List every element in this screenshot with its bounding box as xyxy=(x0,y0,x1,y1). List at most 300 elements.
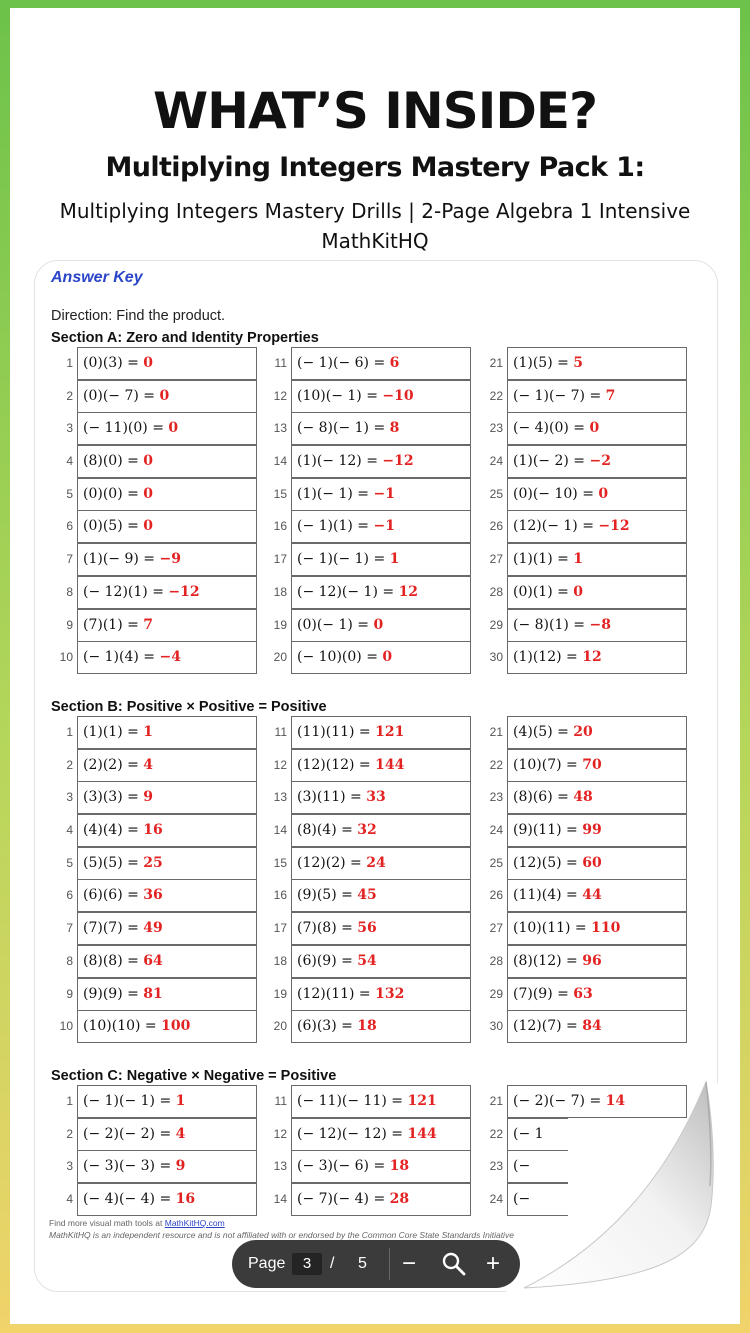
problem-question: (9)(5) = xyxy=(297,887,358,904)
problem-answer: 0 xyxy=(143,485,154,502)
problem-number: 26 xyxy=(489,519,503,534)
problem-question: (1)(5) = xyxy=(513,355,574,371)
problem-number: 18 xyxy=(273,953,287,968)
problem-answer: 25 xyxy=(143,854,163,871)
problem-expression xyxy=(83,609,153,642)
problem-question: (− 12)(− 12) = xyxy=(297,1125,408,1142)
problem-expression xyxy=(83,912,163,945)
problem-answer: 144 xyxy=(407,1125,437,1142)
problem-question: (− 2)(− 7) = xyxy=(513,1093,606,1109)
problem-question: (5)(5) = xyxy=(83,854,144,871)
problem-question: (− xyxy=(513,1191,531,1208)
problem-expression xyxy=(83,641,181,674)
problem-answer: 8 xyxy=(389,420,400,437)
problem-answer: 7 xyxy=(143,616,154,633)
problem-expression xyxy=(297,543,399,576)
problem-expression xyxy=(297,978,404,1011)
problem-number: 26 xyxy=(489,888,503,903)
problem-number: 14 xyxy=(273,823,287,838)
problem-answer: 99 xyxy=(582,822,602,839)
problem-question: (0)(3) = xyxy=(83,355,144,371)
problem-question: (12)(2) = xyxy=(297,854,367,871)
problem-question: (11)(4) = xyxy=(513,887,583,904)
page-label: Page xyxy=(248,1255,286,1272)
problem-expression xyxy=(297,749,404,782)
problem-answer: −12 xyxy=(598,518,630,535)
problem-answer: 0 xyxy=(598,485,609,502)
problem-number: 20 xyxy=(273,1019,287,1034)
problem-expression xyxy=(513,478,608,511)
problem-question: (12)(12) = xyxy=(297,756,376,773)
problem-answer: −9 xyxy=(159,551,181,568)
problem-number: 17 xyxy=(273,921,287,936)
page-title: WHAT’S INSIDE? xyxy=(152,82,598,140)
problem-question: (10)(− 1) = xyxy=(297,387,383,404)
problem-answer: 24 xyxy=(366,854,386,871)
problem-number: 12 xyxy=(273,388,287,403)
problem-question: (6)(6) = xyxy=(83,887,144,904)
problem-expression xyxy=(83,1010,190,1043)
problem-answer: −1 xyxy=(373,518,395,535)
problem-question: (7)(7) = xyxy=(83,920,144,937)
problem-expression xyxy=(83,510,153,543)
problem-expression xyxy=(297,945,377,978)
problem-expression xyxy=(513,543,583,576)
problem-number: 15 xyxy=(273,855,287,870)
problem-question: (− 1)(− 6) = xyxy=(297,355,390,371)
problem-expression xyxy=(513,978,593,1011)
problem-answer: 36 xyxy=(143,887,163,904)
problem-answer: 32 xyxy=(357,822,377,839)
problem-answer: 9 xyxy=(143,789,154,806)
problem-number: 30 xyxy=(489,650,503,665)
problem-expression xyxy=(83,978,163,1011)
problem-question: (− 11)(0) = xyxy=(83,420,169,437)
problem-expression xyxy=(513,814,602,847)
problem-number: 19 xyxy=(273,986,287,1001)
problem-answer: 12 xyxy=(582,649,602,666)
problem-expression xyxy=(297,814,377,847)
problem-number: 6 xyxy=(66,888,73,903)
problem-question: (− 2)(− 2) = xyxy=(83,1125,176,1142)
problem-answer: 81 xyxy=(143,985,163,1002)
problem-answer: 6 xyxy=(389,355,400,371)
problem-answer: 64 xyxy=(143,952,163,969)
problem-answer: −2 xyxy=(589,453,611,470)
problem-expression xyxy=(513,641,602,674)
problem-answer: −4 xyxy=(159,649,181,666)
problem-answer: 4 xyxy=(175,1125,186,1142)
problem-expression xyxy=(297,1085,437,1118)
problem-number: 22 xyxy=(489,388,503,403)
problem-answer: 48 xyxy=(573,789,593,806)
problem-answer: 132 xyxy=(375,985,405,1002)
problem-number: 27 xyxy=(489,921,503,936)
problem-answer: 33 xyxy=(366,789,386,806)
problem-question: (12)(11) = xyxy=(297,985,376,1002)
problem-question: (− 8)(1) = xyxy=(513,616,590,633)
problem-answer: 16 xyxy=(175,1191,196,1208)
problem-expression xyxy=(513,912,620,945)
problem-number: 22 xyxy=(489,757,503,772)
problem-question: (− 12)(1) = xyxy=(83,583,169,600)
problem-question: (7)(9) = xyxy=(513,985,574,1002)
product-description xyxy=(0,196,750,256)
problem-question: (3)(3) = xyxy=(83,789,144,806)
problem-number: 18 xyxy=(273,584,287,599)
problem-number: 14 xyxy=(273,1192,287,1207)
problem-question: (− xyxy=(513,1158,531,1175)
problem-expression xyxy=(297,510,395,543)
problem-question: (8)(4) = xyxy=(297,822,358,839)
problem-expression xyxy=(513,576,583,609)
problem-number: 1 xyxy=(66,1094,73,1108)
problem-number: 12 xyxy=(273,757,287,772)
problem-expression xyxy=(513,945,602,978)
problem-expression xyxy=(297,912,377,945)
problem-expression xyxy=(83,1183,195,1216)
problem-number: 11 xyxy=(274,1094,287,1108)
problem-answer: 4 xyxy=(143,756,154,773)
problem-expression xyxy=(83,412,178,445)
footer-prefix: Find more visual math tools at xyxy=(49,1218,165,1228)
problem-number: 11 xyxy=(274,725,287,739)
problem-number: 10 xyxy=(59,1019,73,1034)
problem-number: 23 xyxy=(489,790,503,805)
problem-number: 25 xyxy=(489,855,503,870)
problem-question: (− 1)(− 1) = xyxy=(83,1093,176,1109)
problem-number: 23 xyxy=(489,421,503,436)
problem-answer: 0 xyxy=(373,616,384,633)
problem-number: 30 xyxy=(489,1019,503,1034)
problem-question: (1)(12) = xyxy=(513,649,583,666)
problem-number: 9 xyxy=(66,986,73,1001)
problem-answer: 54 xyxy=(357,952,377,969)
problem-number: 7 xyxy=(66,921,73,936)
problem-expression xyxy=(83,347,153,380)
problem-number: 14 xyxy=(273,454,287,469)
problem-question: (− 1)(− 1) = xyxy=(297,551,390,568)
problem-answer: −12 xyxy=(168,583,200,600)
problem-answer: 18 xyxy=(389,1158,410,1175)
problem-answer: 0 xyxy=(382,649,393,666)
problem-answer: 0 xyxy=(589,420,600,437)
footer-disclaimer: MathKitHQ is an independent resource and is not affiliated with or endorsed by the Common Core State Standards Initiative xyxy=(49,1230,514,1240)
problem-question: (12)(− 1) = xyxy=(513,518,599,535)
problem-expression xyxy=(297,347,399,380)
problem-question: (12)(5) = xyxy=(513,854,583,871)
problem-answer: 70 xyxy=(582,756,602,773)
problem-number: 29 xyxy=(489,986,503,1001)
problem-answer: 63 xyxy=(573,985,593,1002)
problem-question: (− 11)(− 11) = xyxy=(297,1093,408,1109)
problem-question: (8)(8) = xyxy=(83,952,144,969)
problem-question: (− 8)(− 1) = xyxy=(297,420,390,437)
problem-expression xyxy=(297,879,377,912)
problem-expression xyxy=(513,609,611,642)
problem-answer: 0 xyxy=(143,355,154,371)
problem-expression xyxy=(297,412,399,445)
direction-text: Direction: Find the product. xyxy=(51,308,226,324)
problem-expression xyxy=(297,1150,409,1183)
problem-expression xyxy=(83,879,163,912)
problem-expression xyxy=(83,576,200,609)
problem-number: 13 xyxy=(273,790,287,805)
problem-number: 1 xyxy=(66,356,73,370)
problem-question: (1)(− 1) = xyxy=(297,485,374,502)
problem-expression xyxy=(297,847,386,880)
problem-question: (− 3)(− 3) = xyxy=(83,1158,176,1175)
footer-link[interactable]: MathKitHQ.com xyxy=(164,1218,225,1228)
problem-answer: 121 xyxy=(375,724,405,740)
problem-answer: 18 xyxy=(357,1018,377,1035)
problem-question: (− 7)(− 4) = xyxy=(297,1191,390,1208)
problem-number: 11 xyxy=(274,356,287,370)
problem-answer: 7 xyxy=(605,387,616,404)
brand-name: MathKitHQ xyxy=(321,229,429,253)
problem-expression xyxy=(83,1150,185,1183)
problem-number: 21 xyxy=(489,356,503,370)
toolbar-divider xyxy=(389,1248,390,1280)
problem-question: (3)(11) = xyxy=(297,789,367,806)
problem-answer: 28 xyxy=(389,1191,410,1208)
problem-number: 2 xyxy=(66,757,73,772)
problem-number: 13 xyxy=(273,1159,287,1174)
answer-key-label: Answer Key xyxy=(51,269,143,286)
problem-question: (0)(5) = xyxy=(83,518,144,535)
problem-number: 3 xyxy=(66,1159,73,1174)
page-curl xyxy=(506,1076,720,1294)
problem-answer: 0 xyxy=(159,387,170,404)
problem-question: (6)(9) = xyxy=(297,952,358,969)
problem-number: 3 xyxy=(66,421,73,436)
problem-number: 21 xyxy=(489,725,503,739)
problem-question: (− 10)(0) = xyxy=(297,649,383,666)
problem-question: (− 4)(0) = xyxy=(513,420,590,437)
current-page-input[interactable]: 3 xyxy=(292,1253,322,1275)
problem-expression xyxy=(83,445,153,478)
problem-answer: 0 xyxy=(573,583,584,600)
problem-question: (− 1)(1) = xyxy=(297,518,374,535)
problem-expression xyxy=(297,380,414,413)
problem-answer: 110 xyxy=(591,920,621,937)
problem-number: 3 xyxy=(66,790,73,805)
problem-question: (10)(7) = xyxy=(513,756,583,773)
problem-number: 15 xyxy=(273,486,287,501)
problem-expression xyxy=(83,814,163,847)
problem-question: (0)(− 10) = xyxy=(513,485,599,502)
problem-answer: 44 xyxy=(582,887,602,904)
problem-answer: 121 xyxy=(407,1093,437,1109)
problem-number: 22 xyxy=(489,1126,503,1141)
problem-question: (1)(1) = xyxy=(513,551,574,568)
problem-question: (7)(8) = xyxy=(297,920,358,937)
problem-answer: 0 xyxy=(168,420,179,437)
problem-number: 28 xyxy=(489,953,503,968)
problem-number: 2 xyxy=(66,388,73,403)
problem-expression xyxy=(297,781,386,814)
problem-expression xyxy=(297,576,418,609)
problem-answer: 84 xyxy=(582,1018,602,1035)
problem-answer: 0 xyxy=(143,453,154,470)
problem-expression xyxy=(83,478,153,511)
problem-question: (6)(3) = xyxy=(297,1018,358,1035)
problem-question: (4)(4) = xyxy=(83,822,144,839)
zoom-magnifier-icon[interactable] xyxy=(440,1250,468,1278)
problem-expression xyxy=(297,478,395,511)
problem-expression xyxy=(297,1010,377,1043)
problem-expression xyxy=(513,879,602,912)
problem-question: (− 12)(− 1) = xyxy=(297,583,399,600)
problem-answer: 12 xyxy=(398,583,419,600)
problem-number: 27 xyxy=(489,552,503,567)
problem-expression xyxy=(513,847,602,880)
problem-number: 7 xyxy=(66,552,73,567)
problem-question: (11)(11) = xyxy=(297,724,376,740)
problem-expression xyxy=(83,749,153,782)
problem-question: (− 4)(− 4) = xyxy=(83,1191,176,1208)
problem-number: 12 xyxy=(273,1126,287,1141)
problem-expression xyxy=(513,510,630,543)
problem-number: 23 xyxy=(489,1159,503,1174)
problem-question: (− 1 xyxy=(513,1125,544,1142)
description-line: Multiplying Integers Mastery Drills | 2-Page Algebra 1 Intensive xyxy=(59,199,691,223)
problem-answer: 9 xyxy=(175,1158,186,1175)
footer-note xyxy=(49,1218,225,1228)
problem-answer: 14 xyxy=(605,1093,626,1109)
problem-answer: 0 xyxy=(143,518,154,535)
problem-answer: 144 xyxy=(375,756,405,773)
problem-number: 24 xyxy=(489,1192,503,1207)
problem-number: 1 xyxy=(66,725,73,739)
problem-question: (8)(6) = xyxy=(513,789,574,806)
problem-answer: 45 xyxy=(357,887,377,904)
problem-number: 16 xyxy=(273,888,287,903)
problem-question: (0)(0) = xyxy=(83,485,144,502)
problem-number: 9 xyxy=(66,617,73,632)
problem-question: (8)(12) = xyxy=(513,952,583,969)
problem-answer: 100 xyxy=(161,1018,191,1035)
problem-expression xyxy=(513,716,593,749)
problem-question: (4)(5) = xyxy=(513,724,574,740)
problem-question: (9)(9) = xyxy=(83,985,144,1002)
zoom-out-button[interactable]: − xyxy=(402,1250,417,1277)
problem-expression xyxy=(297,641,392,674)
problem-question: (9)(11) = xyxy=(513,822,583,839)
problem-expression xyxy=(513,749,602,782)
problem-expression xyxy=(513,412,599,445)
problem-answer: −8 xyxy=(589,616,611,633)
problem-question: (1)(− 9) = xyxy=(83,551,160,568)
problem-number: 8 xyxy=(66,953,73,968)
problem-number: 16 xyxy=(273,519,287,534)
problem-question: (− 3)(− 6) = xyxy=(297,1158,390,1175)
problem-answer: 16 xyxy=(143,822,163,839)
problem-expression xyxy=(297,1183,409,1216)
problem-question: (0)(− 7) = xyxy=(83,387,160,404)
problem-question: (− 1)(− 7) = xyxy=(513,387,606,404)
problem-answer: 56 xyxy=(357,920,377,937)
problem-answer: 20 xyxy=(573,724,593,740)
problem-number: 5 xyxy=(66,486,73,501)
problem-answer: 1 xyxy=(573,551,584,568)
problem-question: (10)(10) = xyxy=(83,1018,162,1035)
problem-expression xyxy=(83,543,181,576)
problem-answer: 5 xyxy=(573,355,584,371)
problem-number: 20 xyxy=(273,650,287,665)
problem-question: (2)(2) = xyxy=(83,756,144,773)
problem-expression xyxy=(297,445,414,478)
problem-number: 13 xyxy=(273,421,287,436)
problem-number: 24 xyxy=(489,823,503,838)
pdf-toolbar xyxy=(232,1240,520,1288)
product-subtitle: Multiplying Integers Mastery Pack 1: xyxy=(105,152,645,183)
problem-question: (12)(7) = xyxy=(513,1018,583,1035)
problem-expression xyxy=(513,1010,602,1043)
problem-number: 2 xyxy=(66,1126,73,1141)
problem-expression xyxy=(297,716,404,749)
problem-expression xyxy=(297,609,383,642)
problem-number: 17 xyxy=(273,552,287,567)
problem-answer: 49 xyxy=(143,920,163,937)
problem-number: 4 xyxy=(66,823,73,838)
problem-number: 28 xyxy=(489,584,503,599)
page-separator: / xyxy=(330,1255,335,1272)
problem-expression xyxy=(83,847,163,880)
problem-question: (7)(1) = xyxy=(83,616,144,633)
problem-expression xyxy=(513,445,611,478)
problem-question: (8)(0) = xyxy=(83,453,144,470)
problem-answer: 60 xyxy=(582,854,602,871)
problem-expression xyxy=(83,781,153,814)
problem-number: 25 xyxy=(489,486,503,501)
problem-expression xyxy=(83,1085,185,1118)
problem-number: 5 xyxy=(66,855,73,870)
problem-question: (− 1)(4) = xyxy=(83,649,160,666)
problem-answer: 96 xyxy=(582,952,602,969)
problem-answer: 1 xyxy=(175,1093,186,1109)
problem-expression xyxy=(297,1118,437,1151)
problem-question: (1)(− 2) = xyxy=(513,453,590,470)
problem-answer: −10 xyxy=(382,387,414,404)
problem-number: 29 xyxy=(489,617,503,632)
problem-number: 4 xyxy=(66,454,73,469)
problem-number: 4 xyxy=(66,1192,73,1207)
problem-question: (10)(11) = xyxy=(513,920,592,937)
problem-question: (1)(1) = xyxy=(83,724,144,740)
problem-answer: −1 xyxy=(373,485,395,502)
problem-answer: 1 xyxy=(143,724,154,740)
problem-number: 19 xyxy=(273,617,287,632)
problem-answer: 1 xyxy=(389,551,400,568)
problem-answer: −12 xyxy=(382,453,414,470)
problem-number: 21 xyxy=(489,1094,503,1108)
problem-expression xyxy=(83,945,163,978)
problem-question: (0)(1) = xyxy=(513,583,574,600)
section-a-title: Section A: Zero and Identity Properties xyxy=(51,330,319,346)
problem-question: (1)(− 12) = xyxy=(297,453,383,470)
problem-expression xyxy=(513,380,615,413)
problem-number: 10 xyxy=(59,650,73,665)
problem-expression xyxy=(513,781,593,814)
zoom-in-button[interactable]: + xyxy=(486,1250,501,1277)
problem-number: 6 xyxy=(66,519,73,534)
section-b-title: Section B: Positive × Positive = Positive xyxy=(51,699,327,715)
problem-expression xyxy=(83,716,153,749)
problem-expression xyxy=(513,347,583,380)
problem-expression xyxy=(83,380,169,413)
section-c-title: Section C: Negative × Negative = Positive xyxy=(51,1068,337,1084)
